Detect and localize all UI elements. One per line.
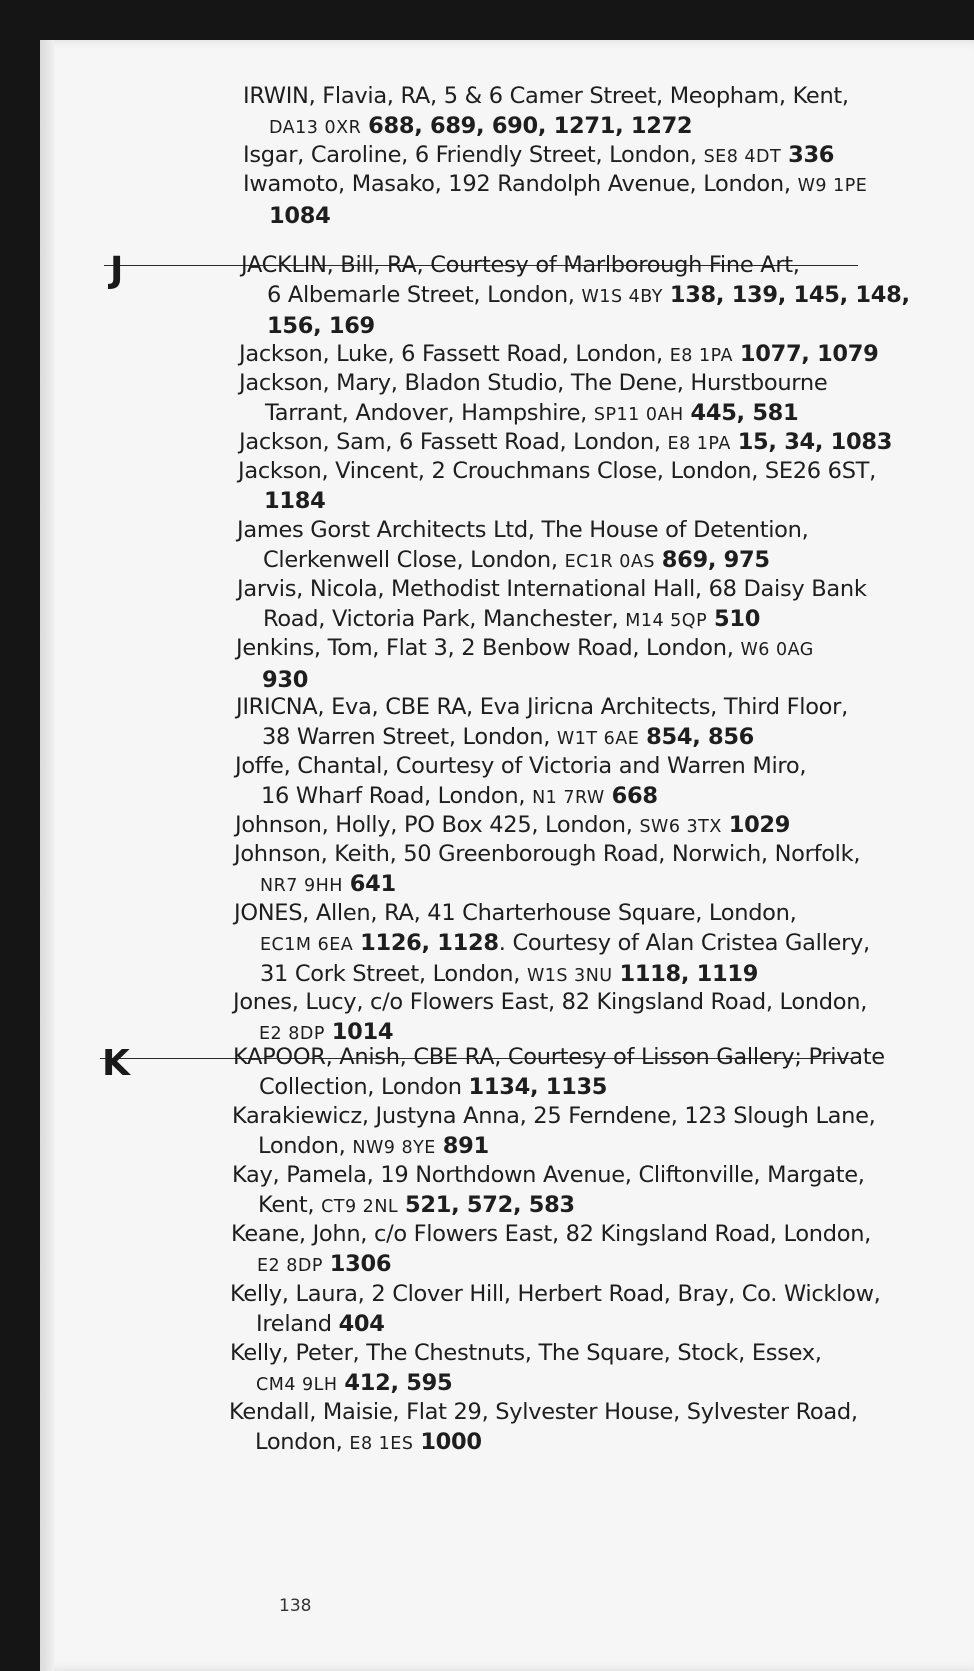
page-refs: 1014 [331, 1018, 394, 1045]
entry-line [236, 723, 848, 755]
index-entry-jackson-mary [239, 369, 827, 430]
postcode: E2 8DP [257, 1255, 323, 1276]
entry-line [235, 782, 806, 814]
index-entry-joffe [235, 752, 806, 813]
postcode: N1 7RW [532, 787, 605, 808]
entry-line: IRWIN, Flavia, RA, 5 & 6 Camer Street, Meopham, Kent, [243, 83, 849, 109]
entry-text: Jenkins, Tom, Flat 3, 2 Benbow Road, London, [236, 635, 734, 661]
entry-text: Johnson, Holly, PO Box 425, London, [235, 812, 633, 838]
entry-text: 6 Albemarle Street, London, [267, 281, 575, 308]
index-entry-johnson-keith [234, 840, 860, 901]
page-refs: 668 [611, 782, 658, 809]
entry-text: Kent, [258, 1191, 315, 1218]
index-entry-kendall [229, 1398, 858, 1459]
page-refs: 1029 [728, 812, 791, 838]
entry-text: 16 Wharf Road, London, [261, 782, 526, 809]
postcode: EC1M 6EA [260, 934, 354, 955]
entry-text: Tarrant, Andover, Hampshire, [265, 399, 587, 426]
entry-line [234, 870, 860, 902]
index-entry-kelly-laura [230, 1280, 881, 1339]
page-refs: 1084 [269, 202, 331, 229]
entry-line [230, 1310, 881, 1340]
entry-line [230, 1369, 822, 1401]
entry-text: 38 Warren Street, London, [262, 723, 551, 750]
page-refs: 688, 689, 690, 1271, 1272 [368, 112, 693, 139]
entry-line [233, 1073, 885, 1103]
entry-line [243, 202, 867, 232]
entry-text: Jackson, Luke, 6 Fassett Road, London, [239, 341, 663, 367]
entry-line: JONES, Allen, RA, 41 Charterhouse Square, London, [234, 900, 797, 926]
entry-line [241, 281, 910, 313]
entry-line [239, 340, 879, 372]
entry-line: Johnson, Keith, 50 Greenborough Road, Norwich, Norfolk, [234, 841, 861, 867]
postcode: E8 1PA [669, 346, 734, 366]
page-edge [40, 40, 54, 1671]
page-refs: 336 [788, 142, 835, 168]
page-refs: 1077, 1079 [739, 341, 879, 367]
entry-line: James Gorst Architects Ltd, The House of Detention, [237, 517, 809, 543]
postcode: W1T 6AE [556, 728, 640, 749]
postcode: DA13 0XR [269, 117, 362, 138]
entry-line [236, 634, 814, 666]
entry-text: Isgar, Caroline, 6 Friendly Street, London, [243, 142, 697, 168]
index-entry-kelly-peter [230, 1339, 822, 1400]
postcode: SW6 3TX [639, 817, 722, 837]
postcode: CM4 9LH [256, 1374, 338, 1395]
page-refs: 445, 581 [690, 399, 799, 426]
index-entry-jackson-sam [239, 428, 892, 460]
index-entry-jarvis [237, 575, 867, 636]
entry-line [234, 960, 870, 992]
postcode: E2 8DP [259, 1023, 325, 1044]
entry-line: Karakiewicz, Justyna Anna, 25 Ferndene, 123 Slough Lane, [232, 1103, 876, 1129]
index-entry-jones-lucy [233, 988, 867, 1049]
entry-line: JACKLIN, Bill, RA, Courtesy of Marlborough Fine Art, [241, 252, 800, 278]
section-letter-j: J [110, 250, 124, 291]
entry-line: Jackson, Vincent, 2 Crouchmans Close, London, SE26 6ST, [238, 458, 876, 484]
page-refs: 1126, 1128 [360, 929, 499, 956]
entry-line [243, 141, 834, 173]
index-entry-iwamoto [243, 170, 867, 231]
index-entry-jackson-vincent [238, 457, 876, 516]
entry-line [234, 929, 870, 961]
page-refs: 854, 856 [646, 723, 755, 750]
page-refs: 1306 [329, 1250, 392, 1277]
index-entry-kapoor [233, 1043, 885, 1102]
index-entry-isgar [243, 141, 834, 173]
entry-line: KAPOOR, Anish, CBE RA, Courtesy of Lisson Gallery; Private [233, 1044, 885, 1070]
page-refs: 15, 34, 1083 [737, 429, 893, 455]
entry-line [232, 1132, 876, 1164]
entry-line [229, 1428, 858, 1460]
page-refs: 891 [442, 1132, 489, 1159]
entry-line: Kendall, Maisie, Flat 29, Sylvester House, Sylvester Road, [229, 1399, 858, 1425]
entry-text: 31 Cork Street, London, [260, 961, 521, 987]
entry-line [235, 811, 790, 843]
page-refs: 1184 [264, 487, 326, 514]
postcode: E8 1PA [667, 434, 731, 454]
index-page [40, 40, 974, 1671]
entry-line [243, 112, 849, 144]
entry-text: Jackson, Sam, 6 Fassett Road, London, [239, 429, 661, 455]
postcode: NR7 9HH [260, 875, 343, 896]
entry-line: Kelly, Peter, The Chestnuts, The Square, Stock, Essex, [230, 1340, 822, 1366]
postcode: W1S 3NU [526, 966, 613, 986]
entry-text: Clerkenwell Close, London, [263, 546, 558, 573]
page-refs: 869, 975 [661, 546, 770, 573]
entry-line [239, 428, 892, 460]
index-entry-keane [231, 1220, 871, 1281]
entry-line [231, 1250, 871, 1282]
entry-line: Jackson, Mary, Bladon Studio, The Dene, Hurstbourne [239, 370, 828, 396]
postcode: NW9 8YE [352, 1137, 436, 1158]
postcode: W6 0AG [740, 640, 814, 660]
index-entry-kay [232, 1161, 865, 1222]
entry-line: Kelly, Laura, 2 Clover Hill, Herbert Road, Bray, Co. Wicklow, [230, 1281, 881, 1307]
postcode: W9 1PE [797, 176, 868, 196]
entry-line [237, 546, 808, 578]
entry-line [243, 170, 867, 202]
page-number: 138 [279, 1596, 312, 1616]
page-refs: 521, 572, 583 [405, 1191, 575, 1218]
entry-text: Ireland [256, 1310, 332, 1337]
entry-line: Keane, John, c/o Flowers East, 82 Kingsland Road, London, [231, 1221, 872, 1247]
postcode: E8 1ES [349, 1433, 414, 1454]
entry-text: . Courtesy of Alan Cristea Gallery, [498, 929, 870, 956]
page-refs: 1118, 1119 [619, 961, 759, 987]
entry-line: Joffe, Chantal, Courtesy of Victoria and Warren Miro, [235, 753, 807, 779]
page-refs: 1000 [420, 1428, 482, 1455]
index-entry-karakiewicz [232, 1102, 876, 1163]
entry-line [239, 399, 827, 431]
page-refs: 930 [262, 666, 309, 693]
index-entry-johnson-holly [235, 811, 790, 843]
postcode: W1S 4BY [581, 286, 663, 307]
page-refs: 1134, 1135 [468, 1073, 608, 1100]
postcode: EC1R 0AS [564, 551, 655, 572]
page-refs: 510 [714, 605, 761, 632]
page-refs: 404 [338, 1310, 385, 1337]
entry-line [238, 487, 876, 517]
index-entry-james-gorst [237, 516, 808, 577]
entry-text: Iwamoto, Masako, 192 Randolph Avenue, London, [243, 171, 791, 197]
page-refs: 138, 139, 145, 148, [669, 281, 910, 308]
index-entry-jones-allen [234, 899, 870, 992]
entry-line: Jarvis, Nicola, Methodist International Hall, 68 Daisy Bank [237, 576, 867, 602]
entry-text: Road, Victoria Park, Manchester, [263, 605, 619, 632]
entry-line [232, 1191, 865, 1223]
section-letter-k: K [102, 1043, 130, 1084]
index-entry-jenkins [236, 634, 814, 695]
entry-text: Collection, London [259, 1073, 462, 1100]
index-entry-jiricna [236, 693, 848, 754]
page-refs: 412, 595 [344, 1369, 453, 1396]
entry-line: JIRICNA, Eva, CBE RA, Eva Jiricna Architects, Third Floor, [236, 694, 848, 720]
postcode: SE8 4DT [703, 147, 782, 167]
entry-line [237, 605, 867, 637]
entry-line: Kay, Pamela, 19 Northdown Avenue, Cliftonville, Margate, [232, 1162, 865, 1188]
postcode: M14 5QP [625, 610, 708, 631]
postcode: CT9 2NL [321, 1196, 399, 1217]
entry-line [236, 666, 814, 696]
page-refs: 156, 169 [267, 313, 375, 339]
index-entry-jackson-luke [239, 340, 879, 372]
page-refs: 641 [349, 870, 396, 897]
entry-line: Jones, Lucy, c/o Flowers East, 82 Kingsland Road, London, [233, 989, 868, 1015]
entry-text: London, [258, 1132, 346, 1159]
index-entry-jacklin [241, 251, 910, 342]
entry-text: London, [255, 1428, 343, 1455]
entry-line [241, 312, 910, 342]
index-entry-irwin [243, 82, 849, 143]
postcode: SP11 0AH [593, 404, 684, 425]
